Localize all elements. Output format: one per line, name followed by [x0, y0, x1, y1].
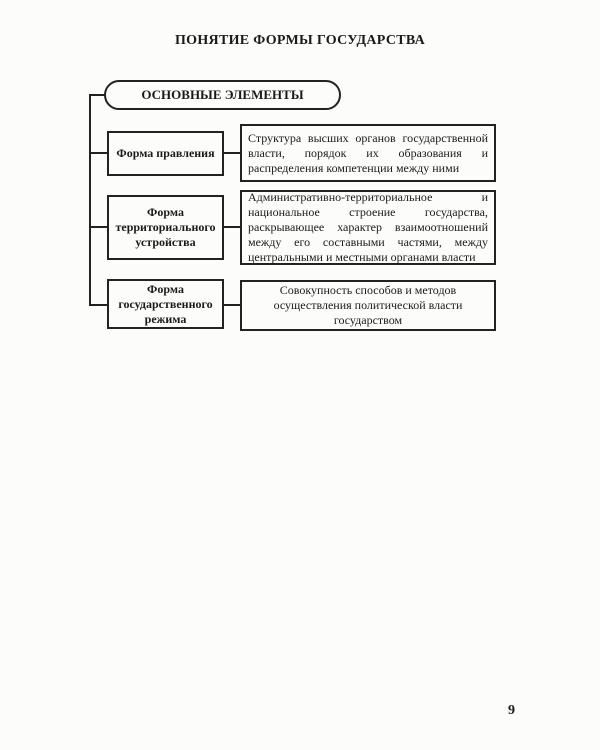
connector-element-2 [89, 226, 107, 228]
element-label: Форма правления [116, 146, 215, 160]
description-text: Административно-территориальное и национальное строение государства, раскрывающее характер взаимоотношений между его составными частями, между центральными и местными органами власти [248, 190, 488, 264]
description-box-form-of-government [240, 124, 496, 182]
description-box-state-regime [240, 280, 496, 331]
description-box-territorial-structure [240, 190, 496, 265]
element-box-territorial-structure [107, 195, 224, 260]
tree-trunk-line [89, 94, 91, 306]
connector-desc-1 [224, 152, 240, 154]
page-number: 9 [508, 703, 515, 718]
description-text: Совокупность способов и методов осуществления политической власти государством [273, 283, 463, 327]
connector-desc-2 [224, 226, 240, 228]
connector-element-3 [89, 304, 107, 306]
connector-header [89, 94, 105, 96]
main-elements-header: ОСНОВНЫЕ ЭЛЕМЕНТЫ [104, 80, 341, 110]
page-title: ПОНЯТИЕ ФОРМЫ ГОСУДАРСТВА [174, 33, 426, 48]
element-box-state-regime [107, 279, 224, 329]
element-label: Форма территориального устройства [115, 205, 216, 249]
connector-desc-3 [224, 304, 240, 306]
element-label: Форма государственного режима [118, 281, 213, 326]
description-text: Структура высших органов государственной власти, порядок их образования и распределения компетенции между ними [248, 130, 488, 175]
connector-element-1 [89, 152, 107, 154]
element-box-form-of-government [107, 131, 224, 176]
